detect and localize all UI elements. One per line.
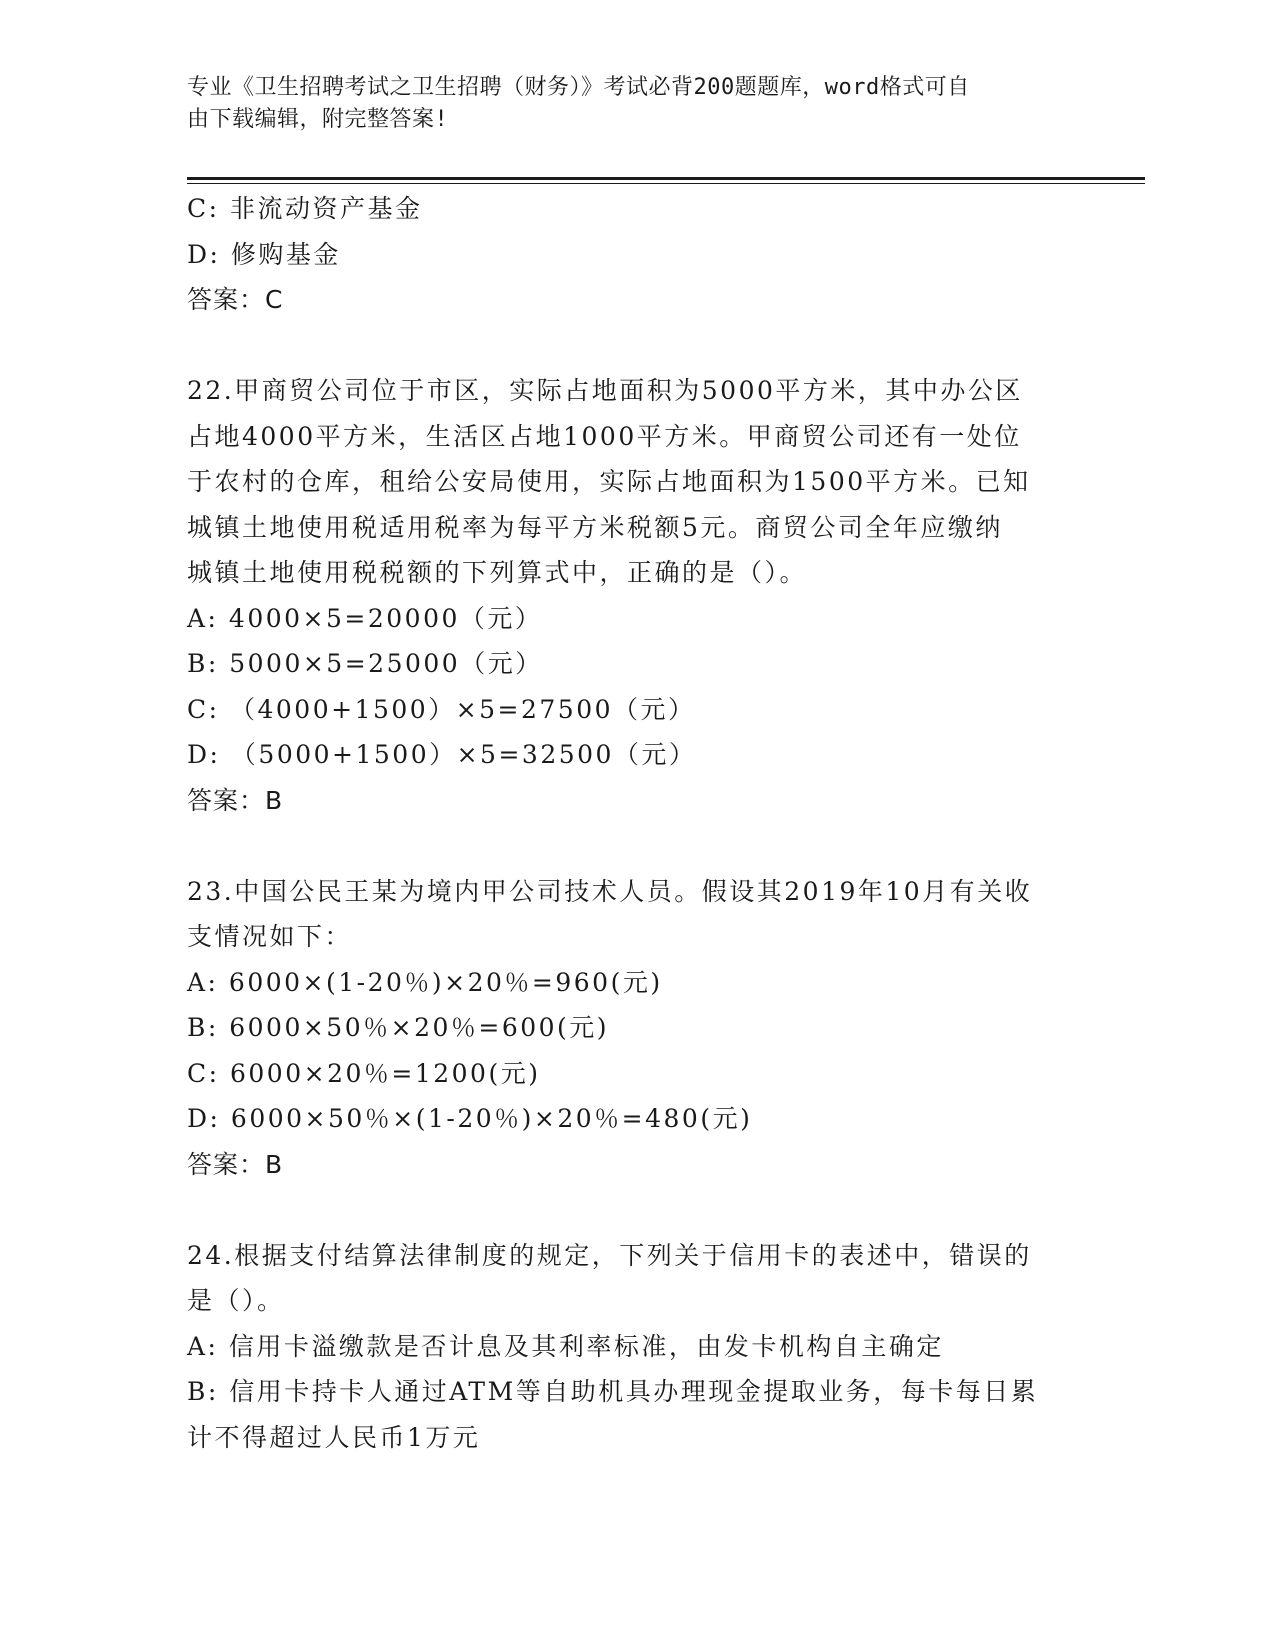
option-b: B: 5000×5=25000（元）	[187, 649, 543, 678]
header-line-2: 由下载编辑，附完整答案!	[187, 107, 449, 132]
answer-line: 答案：B	[187, 785, 284, 815]
question-block-22	[187, 368, 1067, 823]
question-stem: 22.甲商贸公司位于市区，实际占地面积为5000平方米，其中办公区	[187, 376, 1023, 405]
question-stem: 23.中国公民王某为境内甲公司技术人员。假设其2019年10月有关收	[187, 876, 1033, 906]
spacer	[187, 1187, 1067, 1233]
answer-line: 答案：C	[187, 285, 284, 314]
option-b: B: 信用卡持卡人通过ATM等自助机具办理现金提取业务，每卡每日累	[187, 1377, 1039, 1406]
option-a: A: 信用卡溢缴款是否计息及其利率标准，由发卡机构自主确定	[187, 1331, 944, 1361]
option-d: D: （5000+1500）×5=32500（元）	[187, 740, 697, 769]
question-stem: 支情况如下：	[187, 922, 353, 951]
option-c: C: （4000+1500）×5=27500（元）	[187, 694, 696, 724]
header-line-1: 专业《卫生招聘考试之卫生招聘（财务）》考试必背200题题库，word格式可自	[187, 75, 970, 100]
option-b-continued: 计不得超过人民币1万元	[187, 1422, 481, 1452]
question-stem: 于农村的仓库，租给公安局使用，实际占地面积为1500平方米。已知	[187, 467, 1031, 496]
option-b: B: 6000×50％×20％=600(元)	[187, 1013, 610, 1042]
document-header	[187, 72, 1067, 136]
header-divider-thin	[187, 183, 1145, 184]
option-c: C: 6000×20％=1200(元)	[187, 1058, 541, 1088]
question-stem: 是（）。	[187, 1286, 285, 1315]
option-d: D: 6000×50％×(1-20％)×20％=480(元)	[187, 1104, 753, 1133]
question-stem: 占地4000平方米，生活区占地1000平方米。甲商贸公司还有一处位	[187, 421, 1022, 451]
option-d: D: 修购基金	[187, 239, 341, 269]
header-divider-thick	[187, 177, 1145, 180]
spacer	[187, 323, 1067, 369]
question-block-previous	[187, 186, 1067, 323]
answer-line: 答案：B	[187, 1149, 284, 1179]
question-stem: 城镇土地使用税适用税率为每平方米税额5元。商贸公司全年应缴纳	[187, 512, 1003, 542]
question-stem: 24.根据支付结算法律制度的规定，下列关于信用卡的表述中，错误的	[187, 1240, 1032, 1270]
option-a: A: 6000×(1-20％)×20％=960(元)	[187, 967, 663, 997]
question-content	[187, 186, 1067, 1460]
question-block-24	[187, 1233, 1067, 1461]
question-block-23	[187, 869, 1067, 1188]
spacer	[187, 823, 1067, 869]
option-c: C: 非流动资产基金	[187, 194, 423, 223]
option-a: A: 4000×5=20000（元）	[187, 603, 543, 633]
question-stem: 城镇土地使用税税额的下列算式中，正确的是（）。	[187, 558, 808, 587]
